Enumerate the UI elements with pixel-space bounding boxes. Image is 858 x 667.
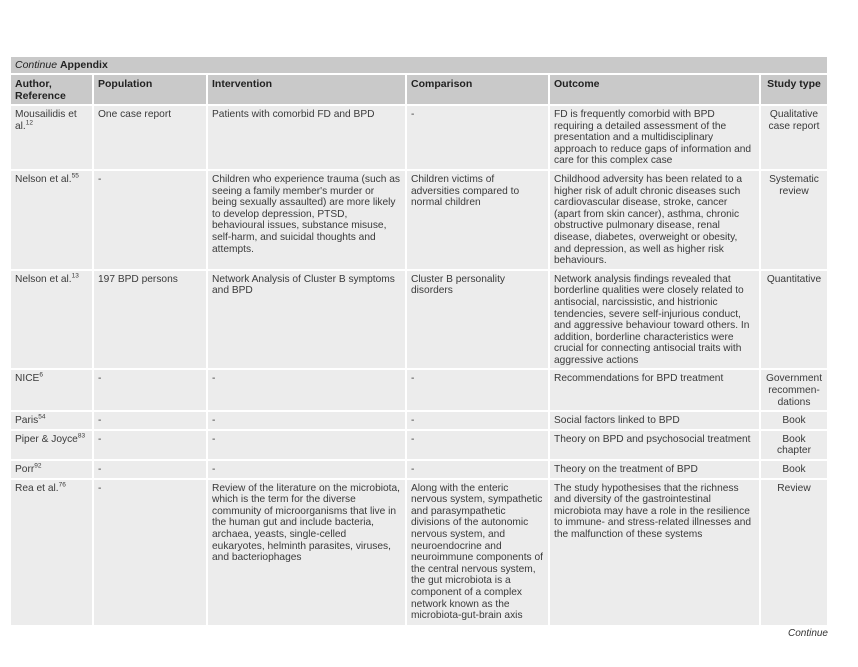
cell-intervention: Network Analysis of Cluster B symptoms and BPD xyxy=(207,270,406,370)
table-row xyxy=(11,430,827,460)
cell-outcome: The study hypothesises that the richness and diversity of the gastrointestinal microbiota may have a role in the resilience to immune- and stress-related illnesses and the malfunction of these systems xyxy=(549,479,760,625)
reference-number: 6 xyxy=(39,372,43,380)
cell-study-type: Government recommen-dations xyxy=(760,369,827,411)
author-name: Rea et al. xyxy=(15,482,59,494)
table-row xyxy=(11,479,827,625)
header-intervention: Intervention xyxy=(207,74,406,105)
caption-continue: Continue xyxy=(15,59,58,71)
table-header-row xyxy=(11,74,827,105)
author-name: Nelson et al. xyxy=(15,173,72,185)
reference-number: 55 xyxy=(71,172,79,180)
header-author: Author, Reference xyxy=(11,74,93,105)
cell-study-type: Book xyxy=(760,411,827,430)
appendix-table xyxy=(11,73,827,625)
cell-population: - xyxy=(93,369,207,411)
cell-comparison: - xyxy=(406,460,549,479)
header-population: Population xyxy=(93,74,207,105)
cell-population: - xyxy=(93,430,207,460)
cell-outcome: FD is frequently comorbid with BPD requiring a detailed assessment of the presentation and a multidisciplinary approach to reduce gaps of information and care for this complex case xyxy=(549,105,760,170)
cell-study-type: Quantitative xyxy=(760,270,827,370)
cell-comparison: Children victims of adversities compared to normal children xyxy=(406,170,549,270)
cell-population: - xyxy=(93,411,207,430)
header-comparison: Comparison xyxy=(406,74,549,105)
author-name: Nelson et al. xyxy=(15,273,72,285)
cell-comparison: Cluster B personality disorders xyxy=(406,270,549,370)
cell-comparison: - xyxy=(406,411,549,430)
reference-number: 12 xyxy=(25,119,33,127)
cell-study-type: Review xyxy=(760,479,827,625)
cell-author xyxy=(11,479,93,625)
cell-study-type: Book chapter xyxy=(760,430,827,460)
header-study-type: Study type xyxy=(760,74,827,105)
cell-population: - xyxy=(93,460,207,479)
cell-comparison: Along with the enteric nervous system, sympathetic and parasympathetic divisions of the autonomic nervous system, and neuroendocrine and neuroimmune components of the central nervous system, the gut microbiota is a component of a complex network known as the microbiota-gut-brain axis xyxy=(406,479,549,625)
cell-comparison: - xyxy=(406,369,549,411)
appendix-table-container xyxy=(11,57,827,625)
cell-intervention: - xyxy=(207,411,406,430)
table-row xyxy=(11,411,827,430)
reference-number: 13 xyxy=(71,272,79,280)
cell-author xyxy=(11,460,93,479)
reference-number: 92 xyxy=(34,462,42,470)
author-name: NICE xyxy=(15,373,40,385)
table-row xyxy=(11,270,827,370)
cell-outcome: Theory on the treatment of BPD xyxy=(549,460,760,479)
cell-author xyxy=(11,170,93,270)
cell-comparison: - xyxy=(406,430,549,460)
cell-study-type: Systematic review xyxy=(760,170,827,270)
cell-intervention: Review of the literature on the microbiota, which is the term for the diverse community of microorganisms that live in the human gut and include bacteria, archaea, yeasts, single-celled eukaryotes, helminth parasites, viruses, and bacteriophages xyxy=(207,479,406,625)
cell-population: - xyxy=(93,170,207,270)
cell-outcome: Childhood adversity has been related to a higher risk of adult chronic diseases such cardiovascular disease, stroke, cancer (apart from skin cancer), asthma, chronic obstructive pulmonary disease, renal disease, diabetes, overweight or obesity, and depression, as well as higher risk behaviours. xyxy=(549,170,760,270)
cell-author xyxy=(11,430,93,460)
cell-intervention: - xyxy=(207,430,406,460)
table-row xyxy=(11,105,827,170)
author-name: Mousailidis et al. xyxy=(15,109,77,132)
cell-study-type: Book xyxy=(760,460,827,479)
reference-number: 76 xyxy=(58,481,66,489)
cell-population: 197 BPD persons xyxy=(93,270,207,370)
cell-study-type: Qualitative case report xyxy=(760,105,827,170)
author-name: Porr xyxy=(15,464,35,476)
header-outcome: Outcome xyxy=(549,74,760,105)
cell-intervention: - xyxy=(207,369,406,411)
reference-number: 83 xyxy=(77,432,86,440)
cell-population: One case report xyxy=(93,105,207,170)
cell-author xyxy=(11,369,93,411)
cell-outcome: Social factors linked to BPD xyxy=(549,411,760,430)
table-row xyxy=(11,460,827,479)
table-row xyxy=(11,369,827,411)
cell-intervention: - xyxy=(207,460,406,479)
cell-author xyxy=(11,270,93,370)
cell-outcome: Theory on BPD and psychosocial treatment xyxy=(549,430,760,460)
cell-outcome: Network analysis findings revealed that borderline qualities were closely related to antisocial, narcissistic, and histrionic tendencies, severe self-injurious conduct, and aggressive behaviour toward others. In addition, borderline characteristics were crucial for connecting antisocial traits with aggressive actions xyxy=(549,270,760,370)
author-name: Paris xyxy=(15,415,39,427)
table-caption xyxy=(11,57,827,73)
author-name: Piper & Joyce xyxy=(15,433,78,445)
cell-outcome: Recommendations for BPD treatment xyxy=(549,369,760,411)
cell-intervention: Children who experience trauma (such as seeing a family member's murder or being sexually assaulted) are more likely to develop depression, PTSD, behavioural issues, substance misuse, self-harm, and suicidal thoughts and attempts. xyxy=(207,170,406,270)
cell-population: - xyxy=(93,479,207,625)
reference-number: 54 xyxy=(38,413,46,421)
cell-comparison: - xyxy=(406,105,549,170)
cell-author xyxy=(11,105,93,170)
cell-intervention: Patients with comorbid FD and BPD xyxy=(207,105,406,170)
continue-note: Continue xyxy=(787,628,828,639)
cell-author xyxy=(11,411,93,430)
table-row xyxy=(11,170,827,270)
caption-appendix: Appendix xyxy=(59,59,108,71)
